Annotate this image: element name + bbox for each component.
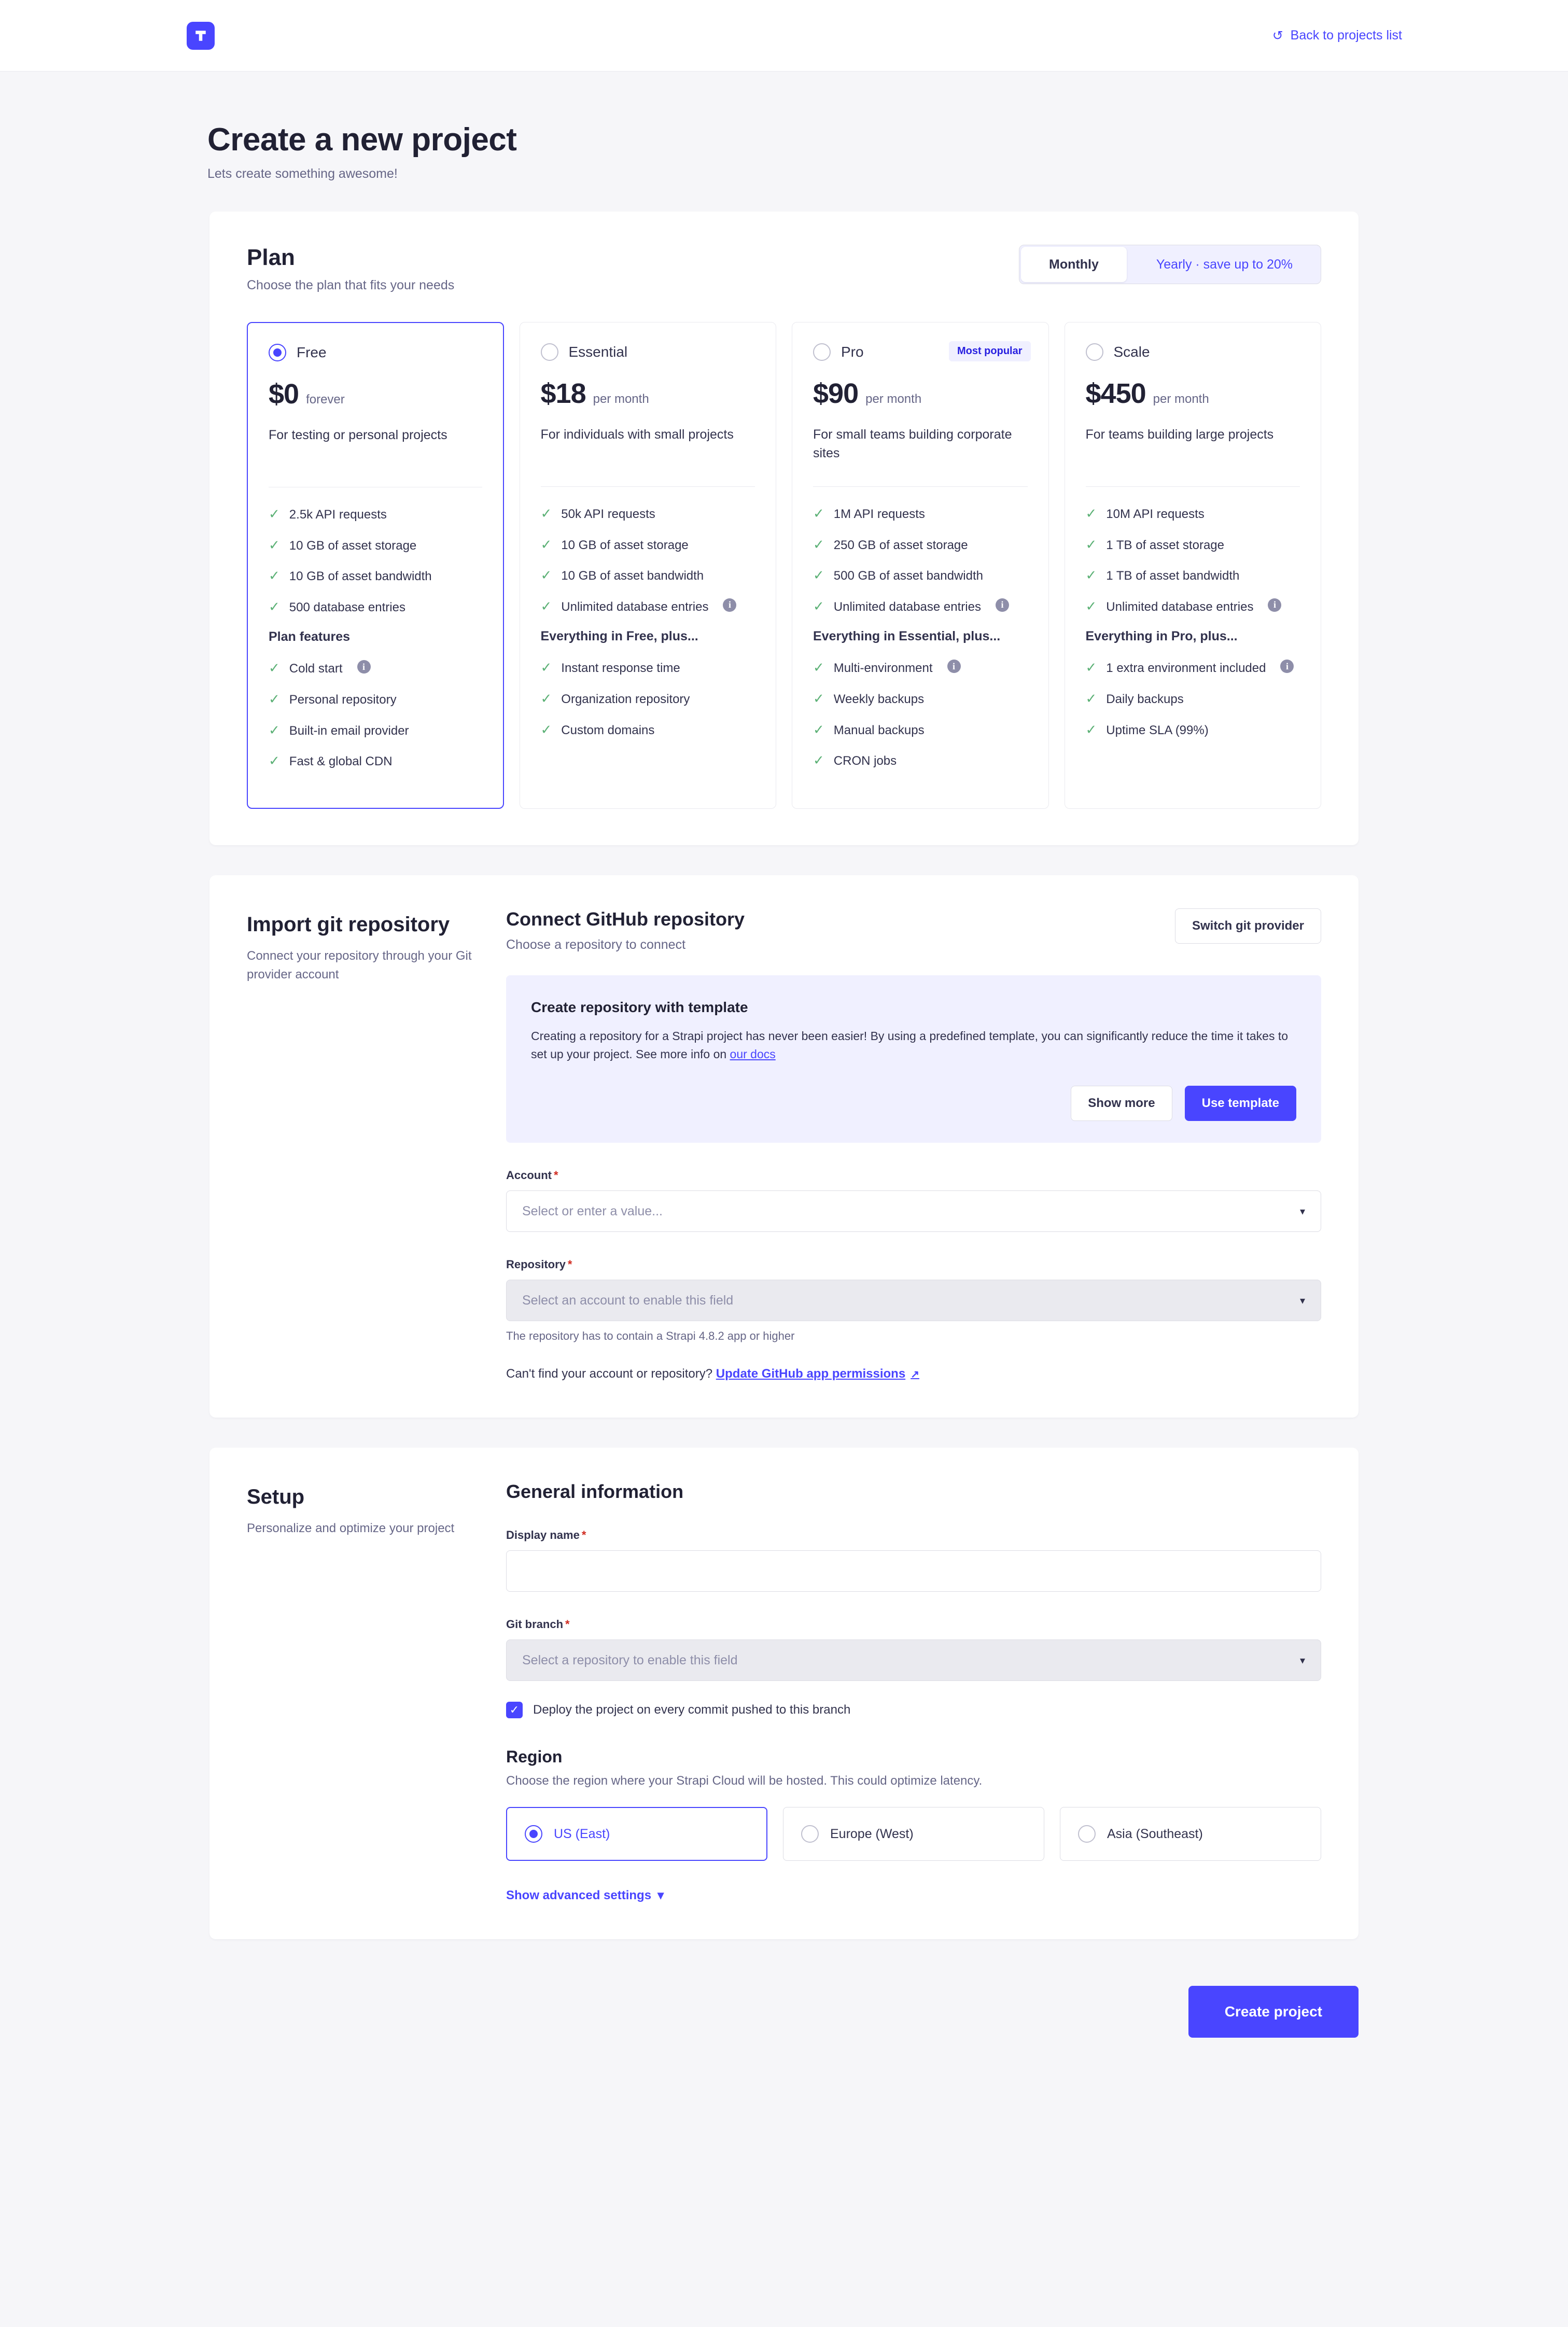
chevron-down-icon: ▾ [1299, 1295, 1305, 1307]
page-header [0, 72, 1568, 181]
account-label: Account * [506, 1169, 558, 1182]
plan-feature-label: Unlimited database entries [833, 599, 981, 614]
plan-price-essential: $18 [540, 378, 586, 409]
plan-feature-label: 250 GB of asset storage [833, 538, 968, 552]
plan-feature [269, 537, 482, 555]
plan-feature-label: 2.5k API requests [289, 508, 387, 522]
plan-feature [541, 691, 755, 708]
check-icon: ✓ [813, 721, 824, 737]
plan-feature [269, 599, 482, 616]
repository-field [506, 1258, 1321, 1343]
check-icon: ✓ [540, 567, 552, 583]
plan-feature-group-title: Everything in Essential, plus... [813, 629, 1001, 644]
plan-feature [541, 567, 755, 585]
plan-feature [1086, 691, 1300, 708]
plan-feature [269, 753, 482, 770]
check-icon: ✓ [1085, 536, 1097, 552]
plan-feature [813, 752, 1028, 770]
check-icon: ✓ [269, 660, 280, 676]
plan-feature-label: Weekly backups [833, 692, 925, 706]
plan-feature [1086, 598, 1300, 616]
show-more-button[interactable]: Show more [1071, 1086, 1172, 1121]
check-icon: ✓ [269, 537, 280, 553]
plan-price-pro: $90 [813, 378, 859, 409]
plan-feature [541, 660, 755, 677]
plan-feature-label: 10 GB of asset storage [289, 538, 417, 553]
plan-feature [269, 506, 482, 524]
plan-feature-label: 1 extra environment included [1106, 661, 1266, 676]
show-advanced-settings-toggle[interactable] [506, 1888, 664, 1903]
plan-feature [269, 722, 482, 740]
deploy-on-commit-row[interactable] [506, 1702, 1321, 1718]
billing-period-toggle[interactable] [1019, 245, 1321, 284]
region-radio-europe-west[interactable] [801, 1825, 819, 1843]
plan-feature-label: Built-in email provider [289, 723, 409, 738]
plan-subtitle: Choose the plan that fits your needs [247, 278, 455, 292]
plan-feature-label: 500 database entries [289, 600, 405, 614]
deploy-on-commit-label: Deploy the project on every commit pushed to this branch [533, 1703, 851, 1717]
setup-title: Setup [247, 1485, 305, 1509]
template-body-text: Creating a repository for a Strapi project has never been easier! By using a predefined template, you can significantly reduce the time it takes to set up your project. See more info on [531, 1029, 1289, 1061]
plan-name-essential: Essential [568, 344, 628, 360]
deploy-on-commit-checkbox[interactable]: ✓ [506, 1702, 523, 1718]
display-name-field [506, 1529, 1321, 1592]
template-title: Create repository with template [531, 999, 748, 1015]
plan-radio-pro[interactable] [813, 343, 831, 361]
plan-card-essential[interactable] [520, 322, 777, 809]
plan-card-list [247, 322, 1321, 809]
chevron-down-icon: ▾ [1299, 1205, 1305, 1217]
plan-feature-label: Organization repository [561, 692, 690, 706]
git-permissions-help [506, 1367, 1321, 1381]
plan-feature-label: Multi-environment [833, 661, 933, 676]
plan-radio-scale[interactable] [1086, 343, 1103, 361]
check-icon: ✓ [1085, 598, 1097, 614]
plan-feature-label: Daily backups [1106, 692, 1184, 706]
check-icon: ✓ [540, 536, 552, 552]
plan-feature [813, 691, 1028, 708]
chevron-down-icon: ▾ [657, 1888, 664, 1903]
plan-feature [269, 660, 482, 678]
plan-feature-label: CRON jobs [833, 754, 897, 768]
check-icon: ✓ [540, 506, 552, 521]
plan-feature-label: Fast & global CDN [289, 754, 393, 769]
region-options [506, 1807, 1321, 1861]
plan-period-essential: per month [593, 392, 649, 406]
plan-feature-label: 10M API requests [1106, 507, 1205, 521]
plan-radio-essential[interactable] [541, 343, 558, 361]
update-github-permissions-link[interactable]: Update GitHub app permissions [716, 1367, 906, 1381]
plan-feature-label: Personal repository [289, 692, 397, 707]
region-label-asia-southeast: Asia (Southeast) [1107, 1826, 1203, 1841]
check-icon: ✓ [1085, 506, 1097, 521]
plan-feature-label: Uptime SLA (99%) [1106, 723, 1209, 737]
plan-card-free[interactable] [247, 322, 504, 809]
plan-feature-label: 500 GB of asset bandwidth [833, 569, 983, 583]
plan-feature [541, 506, 755, 523]
check-icon: ✓ [813, 752, 824, 768]
import-git-desc: Connect your repository through your Git provider account [247, 948, 472, 982]
strapi-logo-icon[interactable] [187, 22, 215, 50]
page-subtitle: Lets create something awesome! [207, 166, 398, 181]
plan-feature [541, 537, 755, 554]
plan-desc-essential: For individuals with small projects [540, 427, 734, 442]
plan-divider [541, 486, 755, 487]
billing-monthly-option[interactable]: Monthly [1021, 247, 1127, 282]
general-information-title: General information [506, 1481, 684, 1503]
region-desc: Choose the region where your Strapi Cloud will be hosted. This could optimize latency. [506, 1774, 983, 1788]
plan-feature-label: Unlimited database entries [1106, 599, 1254, 614]
check-icon: ✓ [269, 598, 280, 614]
plan-feature-label: 50k API requests [561, 507, 655, 521]
git-branch-label: Git branch * [506, 1618, 570, 1631]
info-icon[interactable]: i [357, 660, 371, 674]
plan-feature-label: 10 GB of asset storage [561, 538, 689, 552]
check-icon: ✓ [540, 660, 552, 676]
region-title: Region [506, 1747, 563, 1767]
check-icon: ✓ [269, 506, 280, 522]
plan-title: Plan [247, 245, 295, 270]
check-icon: ✓ [813, 536, 824, 552]
template-body [531, 1027, 1296, 1064]
info-icon[interactable]: i [1280, 660, 1294, 673]
plan-feature [1086, 722, 1300, 739]
plan-feature-label: Cold start [289, 662, 343, 676]
plan-feature [1086, 506, 1300, 523]
plan-feature [1086, 567, 1300, 585]
plan-feature-group-title: Everything in Free, plus... [540, 629, 698, 644]
check-icon: ✓ [813, 690, 824, 706]
plan-feature [1086, 660, 1300, 677]
plan-feature [813, 660, 1028, 677]
plan-period-free: forever [306, 392, 345, 406]
plan-feature-label: Unlimited database entries [561, 599, 709, 614]
check-icon: ✓ [1085, 690, 1097, 706]
plan-feature [541, 598, 755, 616]
region-label-europe-west: Europe (West) [830, 1826, 914, 1841]
plan-name-scale: Scale [1113, 344, 1150, 360]
check-icon: ✓ [1085, 721, 1097, 737]
back-arrow-icon: ↺ [1272, 28, 1283, 43]
repository-select-value: Select an account to enable this field [522, 1293, 734, 1308]
create-project-button[interactable]: Create project [1188, 1986, 1359, 2038]
plan-feature-label: 10 GB of asset bandwidth [289, 569, 432, 584]
plan-card-scale[interactable] [1065, 322, 1322, 809]
show-advanced-settings-label: Show advanced settings [506, 1888, 652, 1902]
check-icon: ✓ [1085, 660, 1097, 676]
info-icon[interactable]: i [947, 660, 961, 673]
plan-card-pro[interactable] [792, 322, 1049, 809]
switch-git-provider-button[interactable]: Switch git provider [1175, 908, 1321, 944]
external-link-icon[interactable]: ↗ [911, 1369, 919, 1381]
plan-desc-pro: For small teams building corporate sites [813, 427, 1012, 461]
plan-feature [269, 568, 482, 585]
billing-yearly-option[interactable]: Yearly · save up to 20% [1156, 257, 1293, 272]
plan-feature-label: Manual backups [833, 723, 925, 737]
plan-radio-free[interactable] [269, 344, 286, 361]
plan-divider [813, 486, 1028, 487]
check-icon: ✓ [269, 568, 280, 584]
plan-feature-label: 10 GB of asset bandwidth [561, 569, 704, 583]
page-title: Create a new project [207, 122, 517, 158]
plan-feature [813, 567, 1028, 585]
region-option-asia-southeast[interactable] [1060, 1807, 1321, 1861]
plan-feature-label: 1M API requests [833, 507, 925, 521]
account-field [506, 1169, 1321, 1232]
connect-repo-desc: Choose a repository to connect [506, 937, 686, 952]
display-name-input[interactable] [506, 1550, 1321, 1592]
use-template-button[interactable]: Use template [1185, 1086, 1296, 1121]
plan-feature-label: Custom domains [561, 723, 655, 737]
git-branch-select[interactable] [506, 1639, 1321, 1681]
plan-desc-free: For testing or personal projects [269, 428, 447, 442]
plan-feature [813, 537, 1028, 554]
connect-repo-title: Connect GitHub repository [506, 908, 745, 930]
info-icon[interactable]: i [1268, 598, 1281, 612]
plan-period-pro: per month [865, 392, 922, 406]
plan-feature-label: 1 TB of asset bandwidth [1106, 569, 1240, 583]
check-icon: ✓ [1085, 567, 1097, 583]
most-popular-badge: Most popular [949, 341, 1031, 361]
plan-feature [541, 722, 755, 739]
check-icon: ✓ [813, 598, 824, 614]
check-icon: ✓ [813, 660, 824, 676]
check-icon: ✓ [813, 567, 824, 583]
our-docs-link[interactable]: our docs [730, 1047, 776, 1061]
info-icon[interactable]: i [996, 598, 1009, 612]
plan-section [209, 212, 1359, 845]
setup-desc: Personalize and optimize your project [247, 1521, 455, 1536]
check-icon: ✓ [269, 691, 280, 707]
plan-desc-scale: For teams building large projects [1085, 427, 1274, 442]
repository-hint: The repository has to contain a Strapi 4.8.2 app or higher [506, 1329, 795, 1343]
setup-intro [247, 1481, 491, 1903]
back-to-projects-label: Back to projects list [1290, 28, 1402, 43]
back-to-projects-link[interactable] [1272, 28, 1402, 44]
plan-name-free: Free [297, 344, 327, 360]
setup-section [209, 1448, 1359, 1939]
chevron-down-icon: ▾ [1299, 1655, 1305, 1666]
plan-name-pro: Pro [841, 344, 864, 360]
repository-select[interactable] [506, 1280, 1321, 1321]
plan-feature [269, 691, 482, 709]
plan-price-scale: $450 [1085, 378, 1146, 409]
check-icon: ✓ [269, 722, 280, 738]
account-select-value: Select or enter a value... [522, 1203, 663, 1218]
git-permissions-text: Can't find your account or repository? [506, 1367, 716, 1381]
import-git-title: Import git repository [247, 913, 450, 936]
plan-feature-label: Instant response time [561, 661, 680, 676]
footer-actions [209, 1986, 1359, 2038]
region-radio-asia-southeast[interactable] [1078, 1825, 1096, 1843]
region-option-us-east[interactable] [506, 1807, 767, 1861]
top-bar [0, 0, 1568, 72]
create-repo-template-box [506, 975, 1321, 1143]
plan-feature [813, 506, 1028, 523]
region-radio-us-east[interactable] [525, 1825, 542, 1843]
plan-feature-label: 1 TB of asset storage [1106, 538, 1224, 552]
git-branch-value: Select a repository to enable this field [522, 1652, 738, 1667]
account-select[interactable] [506, 1190, 1321, 1232]
plan-feature-group-title: Everything in Pro, plus... [1085, 629, 1238, 644]
plan-feature [1086, 537, 1300, 554]
check-icon: ✓ [540, 721, 552, 737]
check-icon: ✓ [540, 690, 552, 706]
check-icon: ✓ [269, 753, 280, 769]
plan-price-free: $0 [269, 379, 299, 410]
plan-feature-group-title: Plan features [269, 629, 351, 644]
display-name-label: Display name * [506, 1529, 586, 1542]
check-icon: ✓ [540, 598, 552, 614]
plan-feature [813, 722, 1028, 739]
plan-divider [1086, 486, 1300, 487]
import-git-intro [247, 908, 491, 1381]
repository-label: Repository * [506, 1258, 572, 1271]
plan-feature [813, 598, 1028, 616]
region-label-us-east: US (East) [554, 1826, 610, 1841]
region-option-europe-west[interactable] [783, 1807, 1044, 1861]
info-icon[interactable]: i [723, 598, 736, 612]
plan-period-scale: per month [1153, 392, 1209, 406]
import-git-section [209, 875, 1359, 1418]
check-icon: ✓ [813, 506, 824, 521]
git-branch-field [506, 1618, 1321, 1681]
